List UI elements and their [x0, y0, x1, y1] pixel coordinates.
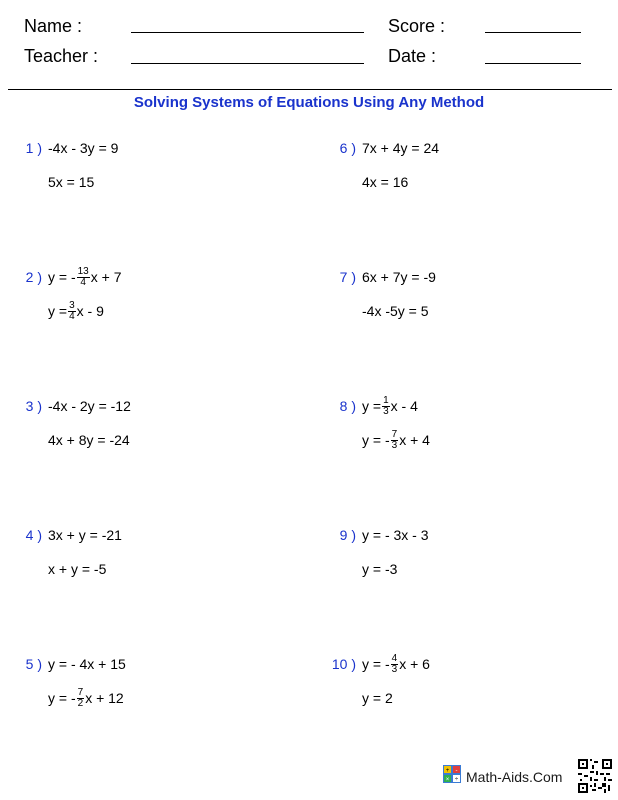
equation-suffix: x + 7	[90, 269, 122, 285]
problem-equation-1	[22, 518, 302, 552]
equation	[362, 269, 436, 285]
problem-equation-1	[330, 647, 610, 681]
equation-text: 7x + 4y = 24	[362, 140, 440, 156]
problem-equation-2	[330, 165, 610, 199]
equation-text: 3x + y = -21	[48, 527, 122, 543]
fraction-denominator: 3	[391, 439, 398, 451]
equation	[48, 688, 124, 709]
fraction-denominator: 3	[383, 405, 389, 417]
fraction	[391, 430, 399, 451]
problem-item	[22, 260, 302, 328]
name-field-line[interactable]	[131, 32, 364, 33]
name-label: Name :	[24, 16, 83, 36]
fraction	[68, 301, 76, 322]
problem-equation-2	[22, 423, 302, 457]
equation-prefix: y = -	[48, 690, 76, 706]
problem-equation-2	[330, 423, 610, 457]
svg-text:+: +	[445, 768, 450, 774]
equation	[48, 527, 122, 543]
equation-text: y = - 4x + 15	[48, 656, 126, 672]
equation	[362, 396, 418, 417]
math-aids-logo-icon	[443, 765, 461, 783]
problem-number: 5 )	[25, 656, 42, 672]
equation-prefix: y =	[48, 303, 68, 319]
equation	[362, 174, 408, 190]
problem-equation-1	[330, 260, 610, 294]
fraction	[382, 396, 390, 417]
teacher-field-line[interactable]	[131, 63, 364, 64]
equation	[362, 527, 429, 543]
problem-equation-2	[330, 552, 610, 586]
equation	[362, 561, 397, 577]
problem-equation-2	[22, 165, 302, 199]
problem-equation-1	[22, 647, 302, 681]
fraction-numerator: 13	[77, 265, 89, 277]
equation	[362, 303, 429, 319]
fraction	[77, 688, 85, 709]
equation-text: y = 2	[362, 690, 393, 706]
equation-text: -4x - 2y = -12	[48, 398, 131, 414]
equation	[362, 140, 439, 156]
fraction	[77, 267, 90, 288]
svg-text:-: -	[455, 768, 458, 774]
equation	[48, 561, 106, 577]
fraction-numerator: 3	[69, 299, 75, 311]
equation-suffix: x + 4	[399, 432, 430, 448]
problem-item	[330, 518, 610, 586]
equation-prefix: y = -	[48, 269, 76, 285]
equation-prefix: y = -	[362, 432, 390, 448]
date-field-line[interactable]	[485, 63, 581, 64]
equation	[48, 267, 122, 288]
score-label: Score :	[388, 16, 446, 36]
equation	[48, 656, 126, 672]
fraction-numerator: 4	[391, 652, 398, 664]
equation-text: x + y = -5	[48, 561, 107, 577]
problem-item	[330, 389, 610, 457]
problem-item	[22, 389, 302, 457]
problem-item	[22, 647, 302, 715]
problem-equation-2	[330, 294, 610, 328]
fraction-numerator: 7	[391, 428, 398, 440]
problem-number: 4 )	[25, 527, 42, 543]
equation	[48, 432, 130, 448]
equation	[362, 654, 430, 675]
score-field-line[interactable]	[485, 32, 581, 33]
header-divider	[8, 89, 612, 90]
problem-number: 10 )	[331, 656, 356, 672]
problem-equation-1	[330, 518, 610, 552]
fraction	[391, 654, 399, 675]
equation	[48, 140, 118, 156]
problem-equation-1	[22, 389, 302, 423]
equation	[48, 398, 131, 414]
problem-number: 1 )	[25, 140, 42, 156]
problem-equation-2	[22, 552, 302, 586]
problem-number: 2 )	[25, 269, 42, 285]
equation-text: 4x = 16	[362, 174, 409, 190]
problem-number: 7 )	[339, 269, 356, 285]
problem-item	[330, 131, 610, 199]
equation	[362, 430, 430, 451]
problem-item	[22, 131, 302, 199]
equation-text: -4x - 3y = 9	[48, 140, 119, 156]
equation-suffix: x + 12	[85, 690, 124, 706]
footer-site-name: Math-Aids.Com	[466, 769, 563, 785]
svg-text:×: ×	[445, 777, 450, 783]
equation-text: y = -3	[362, 561, 398, 577]
date-label: Date :	[388, 46, 437, 66]
problem-equation-2	[22, 681, 302, 715]
problem-item	[330, 260, 610, 328]
problem-number: 3 )	[25, 398, 42, 414]
problem-item	[22, 518, 302, 586]
problem-number: 9 )	[339, 527, 356, 543]
problem-equation-2	[22, 294, 302, 328]
problem-equation-1	[22, 131, 302, 165]
problem-number: 8 )	[339, 398, 356, 414]
fraction-numerator: 7	[77, 686, 84, 698]
equation-suffix: x - 4	[390, 398, 418, 414]
problem-equation-1	[22, 260, 302, 294]
qr-code-icon	[578, 759, 612, 793]
problem-equation-1	[330, 389, 610, 423]
problem-item	[330, 647, 610, 715]
fraction-numerator: 1	[383, 394, 389, 406]
svg-text:÷: ÷	[454, 777, 459, 783]
equation-suffix: x - 9	[76, 303, 104, 319]
problem-number: 6 )	[339, 140, 356, 156]
teacher-label: Teacher :	[24, 46, 99, 66]
fraction-denominator: 3	[391, 663, 398, 675]
worksheet-title: Solving Systems of Equations Using Any Method	[133, 94, 485, 111]
equation	[362, 690, 393, 706]
equation-suffix: x + 6	[399, 656, 430, 672]
fraction-denominator: 4	[69, 310, 75, 322]
equation	[48, 301, 104, 322]
equation-prefix: y =	[362, 398, 382, 414]
equation	[48, 174, 94, 190]
problem-equation-1	[330, 131, 610, 165]
fraction-denominator: 4	[80, 276, 86, 288]
equation-text: -4x -5y = 5	[362, 303, 429, 319]
equation-text: 6x + 7y = -9	[362, 269, 436, 285]
equation-text: y = - 3x - 3	[362, 527, 429, 543]
problem-equation-2	[330, 681, 610, 715]
fraction-denominator: 2	[77, 697, 84, 709]
equation-prefix: y = -	[362, 656, 390, 672]
equation-text: 5x = 15	[48, 174, 95, 190]
equation-text: 4x + 8y = -24	[48, 432, 130, 448]
